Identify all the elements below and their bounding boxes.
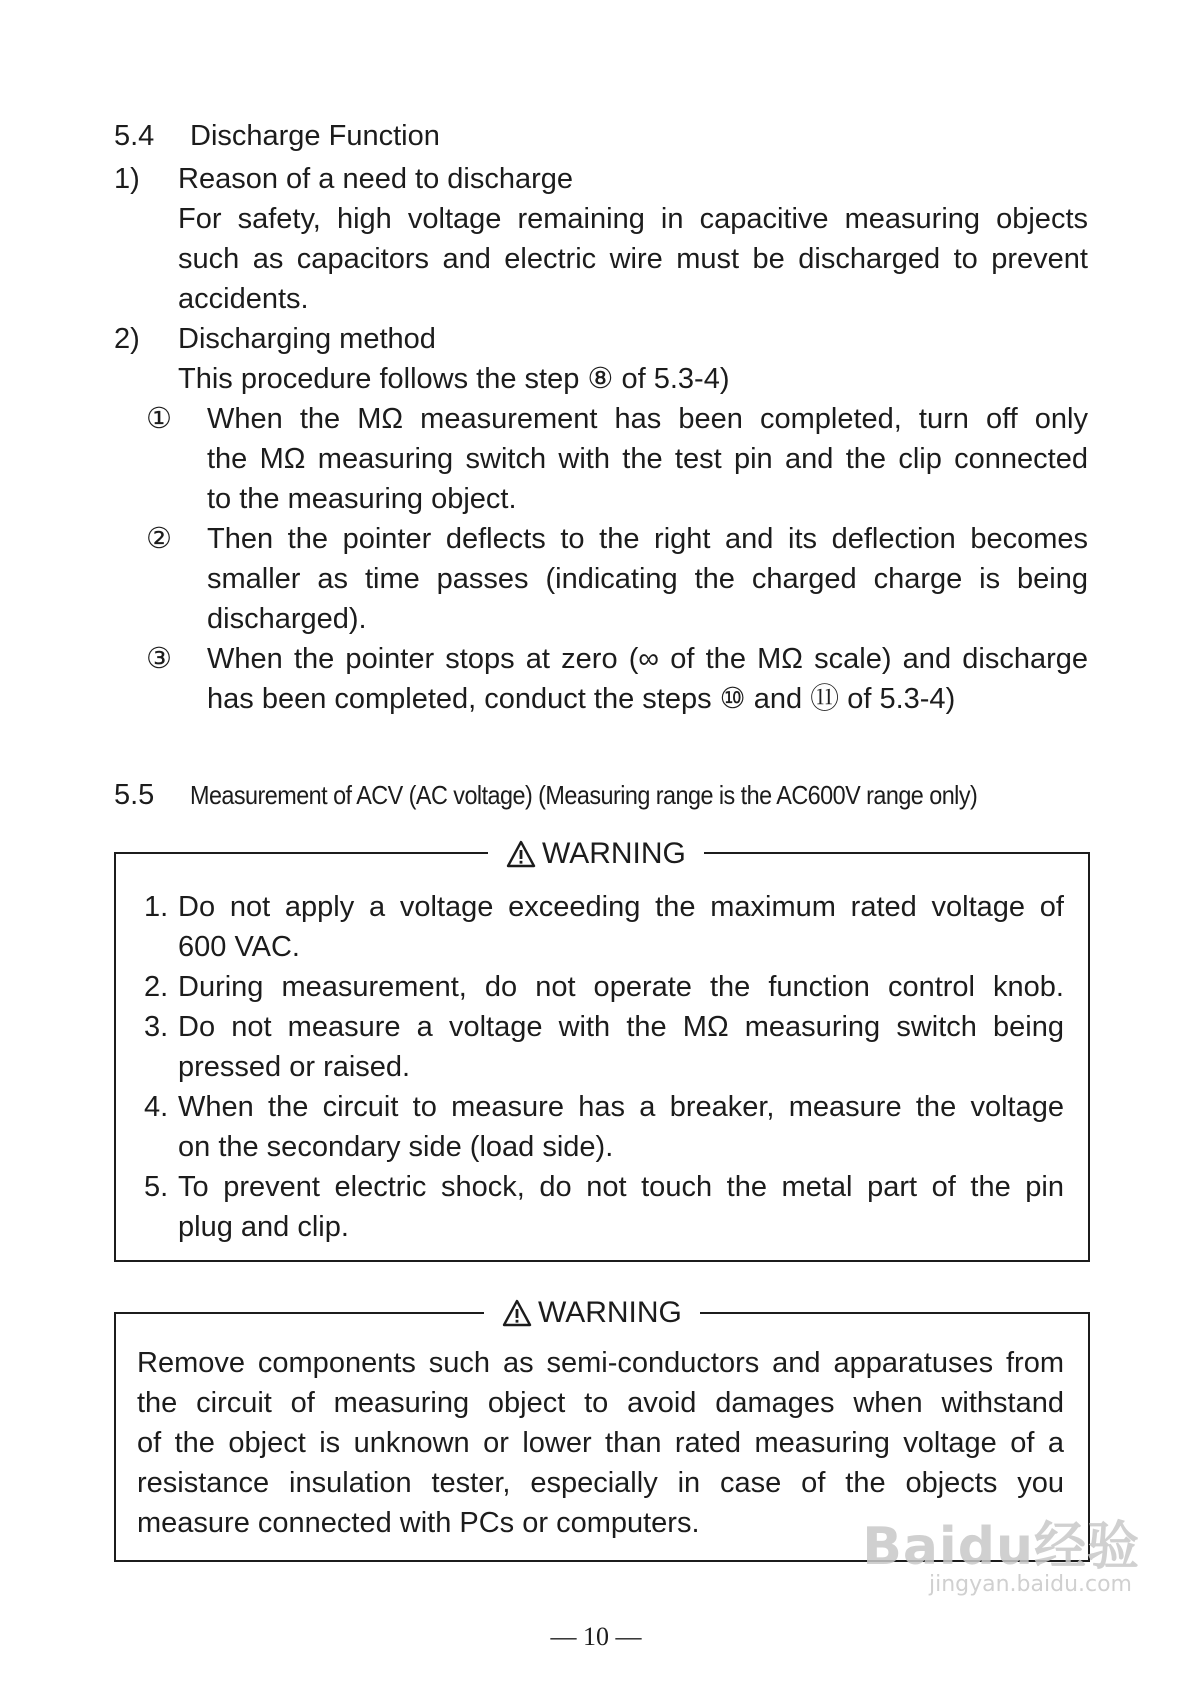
warning-item-marker: 4. (144, 1091, 169, 1123)
warning-item-line: During measurement, do not operate the function control knob. (178, 971, 1064, 1003)
warning-title-1: WARNING (542, 837, 686, 870)
section-5-5-title: Measurement of ACV (AC voltage) (Measuring range is the AC600V range only) (190, 780, 978, 810)
warning-heading-1 (488, 836, 704, 872)
warning-item-line: Do not measure a voltage with the MΩ measuring switch being (178, 1011, 1064, 1043)
warning-2-line: Remove components such as semi-conductors and apparatuses from (137, 1347, 1064, 1379)
item-1-line: For safety, high voltage remaining in capacitive measuring objects (178, 203, 1088, 235)
warning-triangle-icon (502, 1299, 532, 1327)
step-line: Then the pointer deflects to the right and its deflection becomes (207, 523, 1088, 555)
page-number: — 10 — (550, 1622, 642, 1651)
item-2-heading: Discharging method (178, 323, 436, 355)
step-marker: ② (146, 523, 172, 555)
section-5-5-number: 5.5 (114, 779, 155, 811)
warning-item-line: pressed or raised. (178, 1051, 411, 1083)
step-line: smaller as time passes (indicating the charged charge is being (207, 563, 1088, 595)
warning-item-line: Do not apply a voltage exceeding the maximum rated voltage of (178, 891, 1064, 923)
warning-item-line: plug and clip. (178, 1211, 349, 1243)
step-line: to the measuring object. (207, 483, 517, 515)
step-line: the MΩ measuring switch with the test pin and the clip connected (207, 443, 1088, 475)
warning-item-line: on the secondary side (load side). (178, 1131, 614, 1163)
warning-2-line: of the object is unknown or lower than rated measuring voltage of a (137, 1427, 1064, 1459)
warning-item-marker: 2. (144, 971, 169, 1003)
step-line: discharged). (207, 603, 367, 635)
warning-title-2: WARNING (538, 1296, 682, 1329)
warning-item-marker: 1. (144, 891, 169, 923)
step-line: has been completed, conduct the steps ⑩ and ⑪ of 5.3-4) (207, 683, 956, 715)
baidu-watermark (862, 1504, 1140, 1597)
warning-item-marker: 5. (144, 1171, 169, 1203)
warning-triangle-icon (506, 840, 536, 868)
warning-2-line: the circuit of measuring object to avoid damages when withstand (137, 1387, 1064, 1419)
warning-2-line: measure connected with PCs or computers. (137, 1507, 700, 1539)
item-2-marker: 2) (114, 323, 140, 355)
warning-item-marker: 3. (144, 1011, 169, 1043)
section-5-4-title: Discharge Function (190, 120, 440, 152)
warning-item-line: 600 VAC. (178, 931, 300, 963)
item-1-marker: 1) (114, 163, 140, 195)
warning-heading-2 (484, 1295, 700, 1331)
section-5-4-number: 5.4 (114, 120, 155, 152)
step-line: When the MΩ measurement has been completed, turn off only (207, 403, 1088, 435)
step-line: When the pointer stops at zero (∞ of the MΩ scale) and discharge (207, 643, 1088, 675)
warning-2-line: resistance insulation tester, especially in case of the objects you (137, 1467, 1064, 1499)
item-1-heading: Reason of a need to discharge (178, 163, 573, 195)
watermark-logo: Baidu经验 (862, 1517, 1140, 1577)
warning-item-line: When the circuit to measure has a breaker, measure the voltage (178, 1091, 1064, 1123)
item-1-line: such as capacitors and electric wire must be discharged to prevent (178, 243, 1088, 275)
step-marker: ③ (146, 643, 172, 675)
warning-item-line: To prevent electric shock, do not touch the metal part of the pin (178, 1171, 1064, 1203)
watermark-url: jingyan.baidu.com (928, 1572, 1132, 1597)
step-marker: ① (146, 403, 172, 435)
item-2-intro: This procedure follows the step ⑧ of 5.3-4) (178, 363, 730, 395)
item-1-line: accidents. (178, 283, 309, 315)
